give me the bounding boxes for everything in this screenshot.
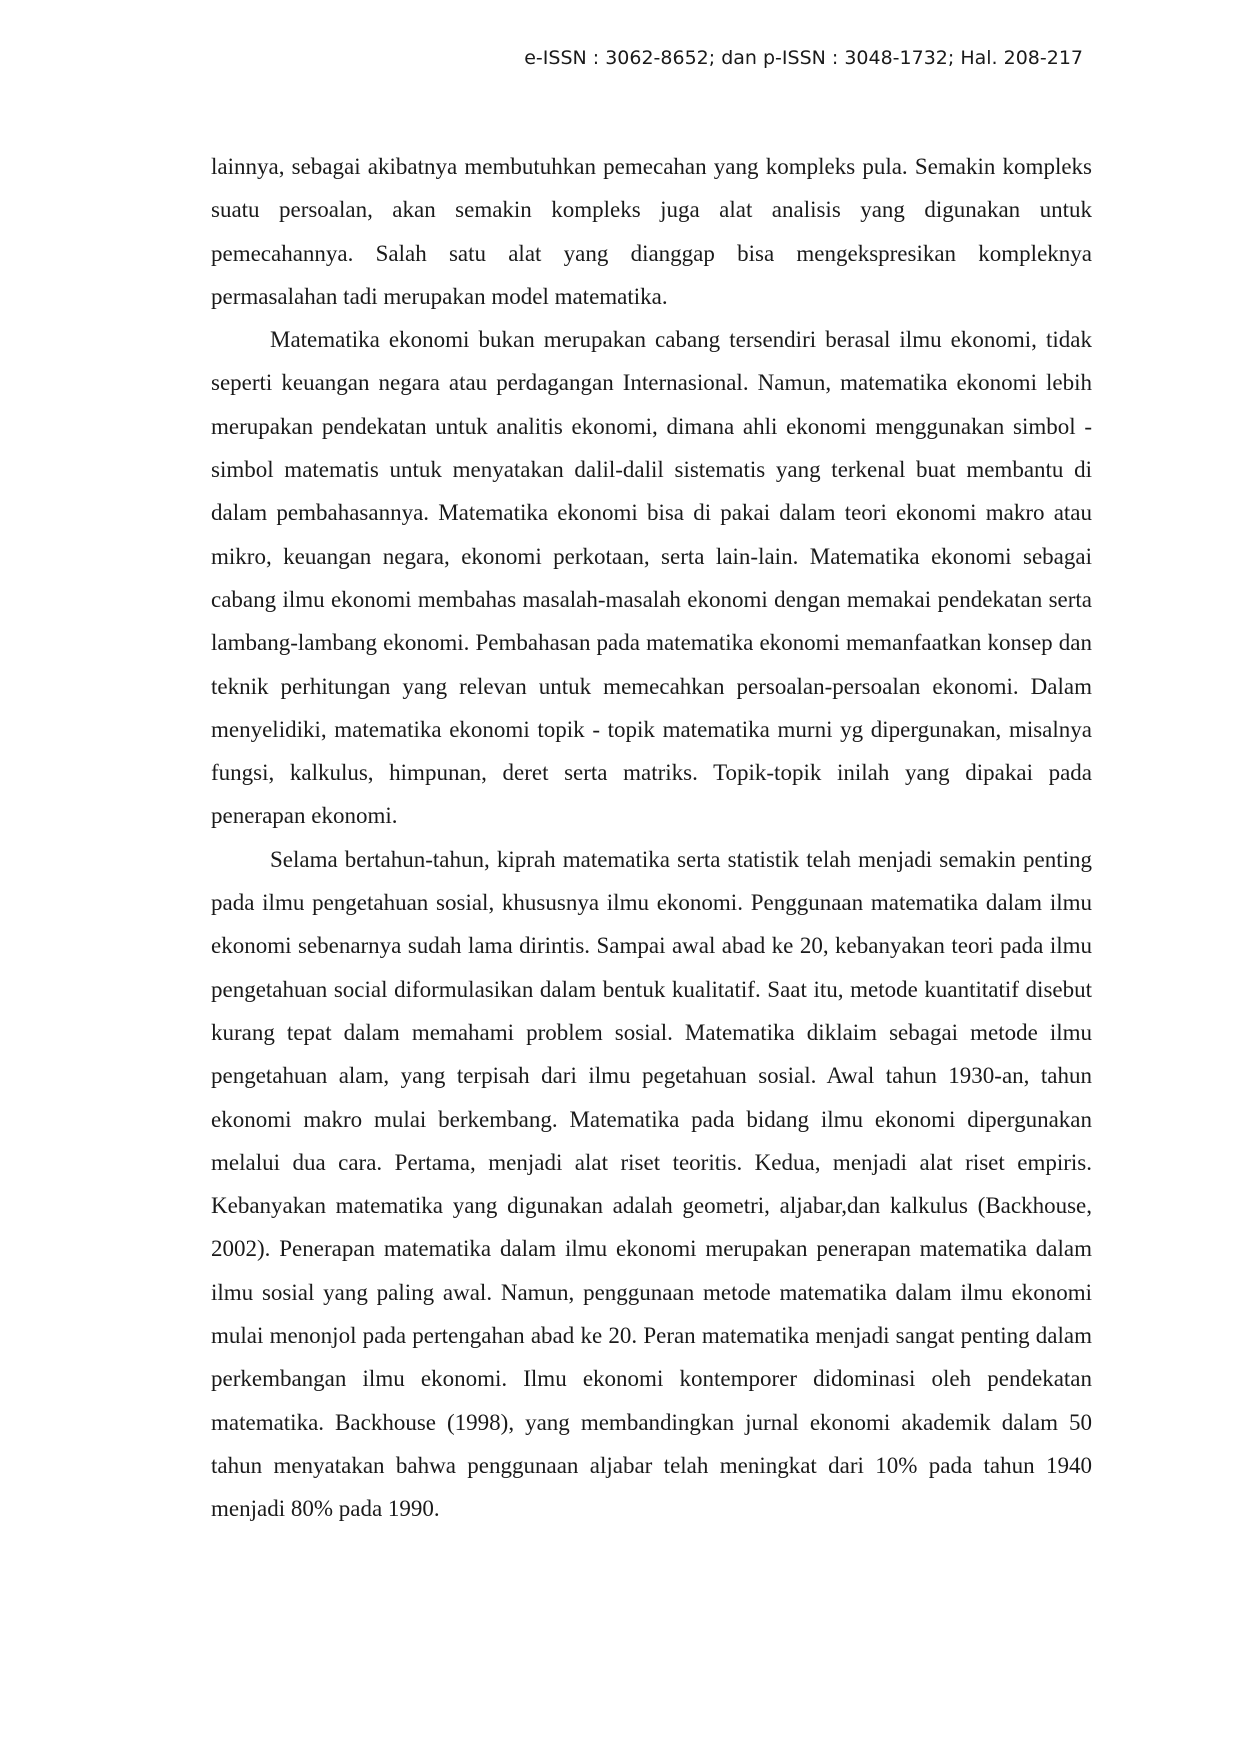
body-text <box>211 145 1092 1531</box>
paragraph-continuation: lainnya, sebagai akibatnya membutuhkan pemecahan yang kompleks pula. Semakin kompleks suatu persoalan, akan semakin kompleks juga alat analisis yang digunakan untuk pemecahannya. Salah satu alat yang dianggap bisa mengekspresikan kompleknya permasalahan tadi merupakan model matematika. <box>211 154 1092 309</box>
running-header: e-ISSN : 3062-8652; dan p-ISSN : 3048-1732; Hal. 208-217 <box>524 47 1083 69</box>
paragraph-matematika-ekonomi: Matematika ekonomi bukan merupakan cabang tersendiri berasal ilmu ekonomi, tidak seperti keuangan negara atau perdagangan Internasional. Namun, matematika ekonomi lebih merupakan pendekatan untuk analitis ekonomi, dimana ahli ekonomi menggunakan simbol - simbol matematis untuk menyatakan dalil-dalil sistematis yang terkenal buat membantu di dalam pembahasannya. Matematika ekonomi bisa di pakai dalam teori ekonomi makro atau mikro, keuangan negara, ekonomi perkotaan, serta lain-lain. Matematika ekonomi sebagai cabang ilmu ekonomi membahas masalah-masalah ekonomi dengan memakai pendekatan serta lambang-lambang ekonomi. Pembahasan pada matematika ekonomi memanfaatkan konsep dan teknik perhitungan yang relevan untuk memecahkan persoalan-persoalan ekonomi. Dalam menyelidiki, matematika ekonomi topik - topik matematika murni yg dipergunakan, misalnya fungsi, kalkulus, himpunan, deret serta matriks. Topik-topik inilah yang dipakai pada penerapan ekonomi. <box>211 327 1092 829</box>
paragraph-sejarah-matematika: Selama bertahun-tahun, kiprah matematika serta statistik telah menjadi semakin penting pada ilmu pengetahuan sosial, khususnya ilmu ekonomi. Penggunaan matematika dalam ilmu ekonomi sebenarnya sudah lama dirintis. Sampai awal abad ke 20, kebanyakan teori pada ilmu pengetahuan social diformulasikan dalam bentuk kualitatif. Saat itu, metode kuantitatif disebut kurang tepat dalam memahami problem sosial. Matematika diklaim sebagai metode ilmu pengetahuan alam, yang terpisah dari ilmu pegetahuan sosial. Awal tahun 1930-an, tahun ekonomi makro mulai berkembang. Matematika pada bidang ilmu ekonomi dipergunakan melalui dua cara. Pertama, menjadi alat riset teoritis. Kedua, menjadi alat riset empiris. Kebanyakan matematika yang digunakan adalah geometri, aljabar,dan kalkulus (Backhouse, 2002). Penerapan matematika dalam ilmu ekonomi merupakan penerapan matematika dalam ilmu sosial yang paling awal. Namun, penggunaan metode matematika dalam ilmu ekonomi mulai menonjol pada pertengahan abad ke 20. Peran matematika menjadi sangat penting dalam perkembangan ilmu ekonomi. Ilmu ekonomi kontemporer didominasi oleh pendekatan matematika. Backhouse (1998), yang membandingkan jurnal ekonomi akademik dalam 50 tahun menyatakan bahwa penggunaan aljabar telah meningkat dari 10% pada tahun 1940 menjadi 80% pada 1990. <box>211 846 1092 1522</box>
